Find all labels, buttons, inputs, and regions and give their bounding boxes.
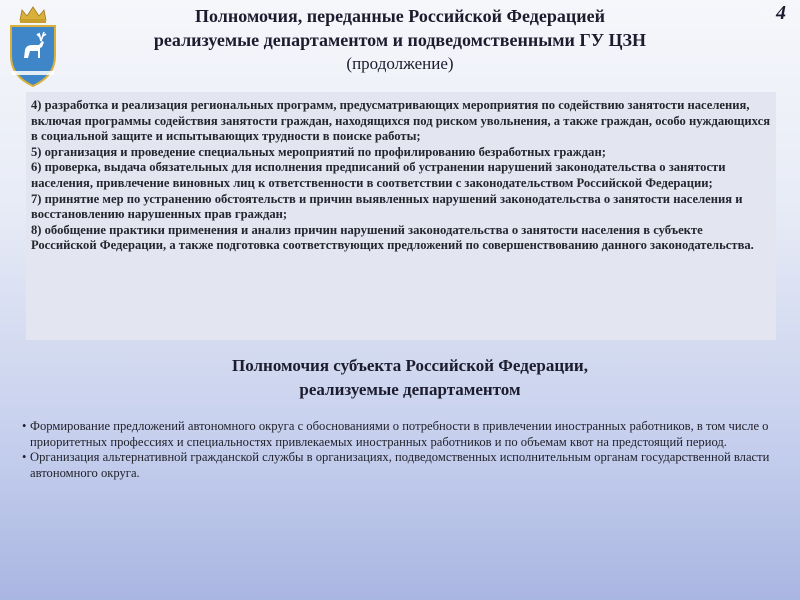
- page-title: [80, 4, 720, 76]
- list-item: [22, 419, 792, 450]
- duty-item-5: 5) организация и проведение специальных мероприятий по профилированию безработных граждан;: [31, 144, 606, 159]
- slide-number: 4: [776, 2, 786, 24]
- subject-duties-list: [22, 419, 792, 481]
- subject-section-title: [120, 354, 700, 402]
- bullet-icon: •: [22, 419, 27, 433]
- subject-title-line-1: Полномочия субъекта Российской Федерации,: [232, 356, 588, 375]
- duty-item-4: 4) разработка и реализация региональных программ, предусматривающих мероприятия по содействию занятости населения, включая программы содействия занятости граждан, находящихся под риском увольнения, а также граждан, особо нуждающихся в социальной защите и испытывающих трудности в поиске работы;: [31, 98, 771, 144]
- list-item-text: Формирование предложений автономного округа с обоснованиями о потребности в привлечении иностранных работников, в том числе о приоритетных профессиях и специальностях привлекаемых иностранных работников и по объемам квот на предстоящий период.: [30, 419, 769, 449]
- duty-item-6: 6) проверка, выдача обязательных для исполнения предписаний об устранении нарушений законодательства о занятости населения, привлечение виновных лиц к ответственности в соответствии с законодательством Российской Федерации;: [31, 160, 726, 190]
- title-continuation: (продолжение): [346, 54, 454, 73]
- list-item: [22, 450, 792, 481]
- subject-title-line-2: реализуемые департаментом: [299, 380, 521, 399]
- duty-item-7: 7) принятие мер по устранению обстоятельств и причин выявленных нарушений законодательства о занятости населения и восстановлению нарушенных прав граждан;: [31, 191, 743, 222]
- title-line-2: реализуемые департаментом и подведомственными ГУ ЦЗН: [153, 30, 647, 50]
- title-line-1: Полномочия, переданные Российской Федерацией: [195, 6, 605, 26]
- federal-duties-list: [31, 98, 771, 254]
- bullet-icon: •: [22, 450, 27, 465]
- coat-of-arms-icon: [4, 4, 62, 90]
- duty-item-8: 8) обобщение практики применения и анализ причин нарушений законодательства о занятости населения в субъекте Российской Федерации, а также подготовка соответствующих предложений по совершенствованию данного законодательства.: [31, 222, 754, 253]
- list-item-text: Организация альтернативной гражданской службы в организациях, подведомственных исполнительным органам государственной власти автономного округа.: [30, 450, 770, 480]
